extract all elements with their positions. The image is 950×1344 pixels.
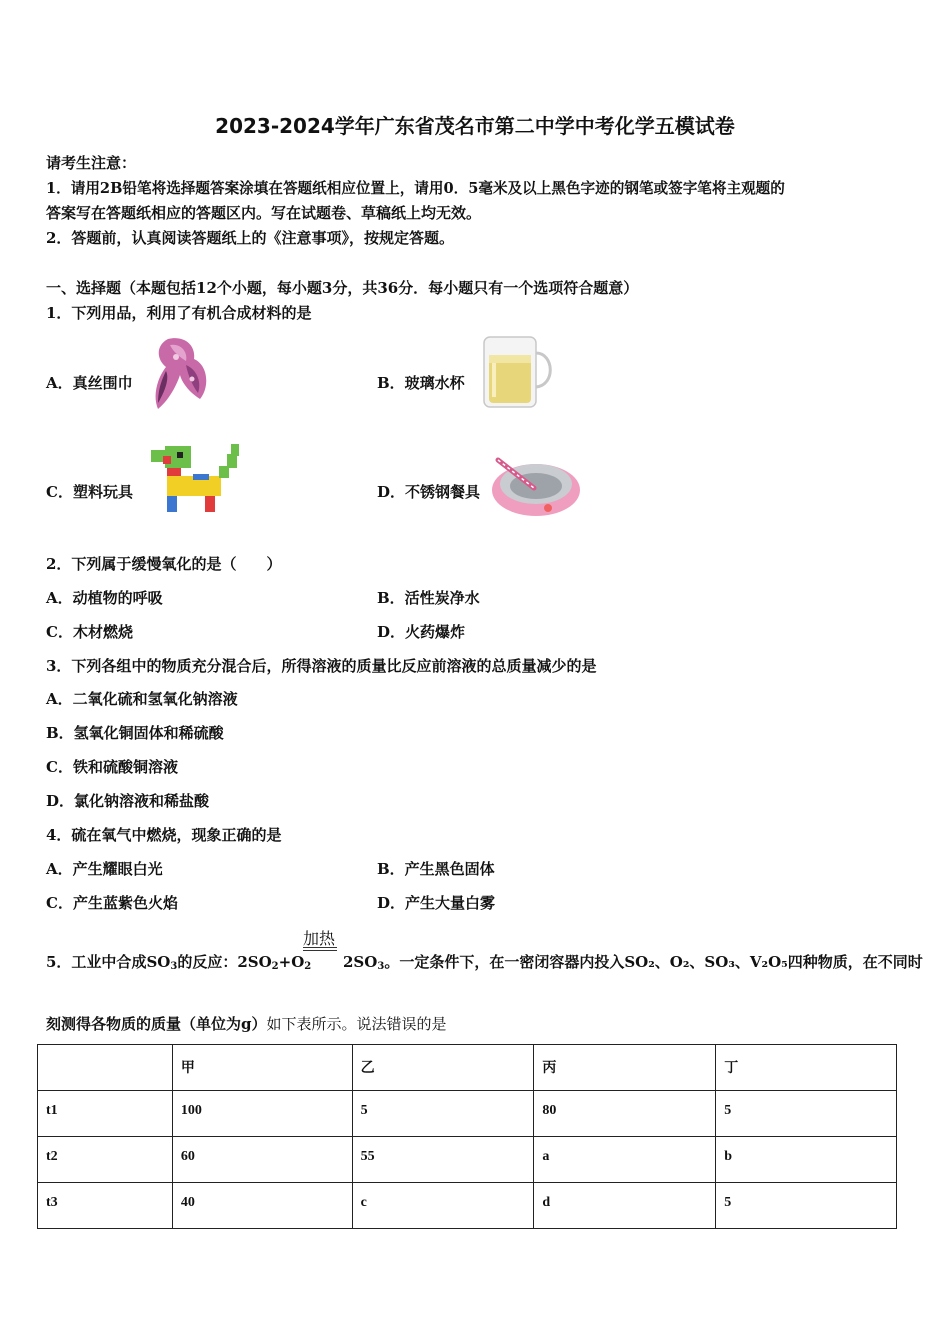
table-cell: b xyxy=(716,1137,897,1183)
table-cell: 丙 xyxy=(534,1045,716,1091)
glass-cup-image xyxy=(480,333,556,413)
table-cell: 5 xyxy=(716,1183,897,1229)
q4-option-d: D．产生大量白雾 xyxy=(377,894,496,912)
q5-prefix: 5．工业中合成SO xyxy=(46,953,171,971)
q3-option-a: A．二氧化硫和氢氧化钠溶液 xyxy=(46,690,238,708)
notice-line-2: 答案写在答题纸相应的答题区内。写在试题卷、草稿纸上均无效。 xyxy=(46,204,482,222)
q3-option-b: B．氢氧化铜固体和稀硫酸 xyxy=(46,724,224,742)
section-heading: 一、选择题（本题包括12个小题，每小题3分，共36分．每小题只有一个选项符合题意） xyxy=(46,279,639,297)
page-title: 2023-2024学年广东省茂名市第二中学中考化学五模试卷 xyxy=(215,114,735,138)
notice-line-3: 2．答题前，认真阅读答题纸上的《注意事项》，按规定答题。 xyxy=(46,229,454,247)
table-cell: 丁 xyxy=(716,1045,897,1091)
data-table xyxy=(37,1044,897,1229)
table-cell: 100 xyxy=(172,1091,352,1137)
q4-stem: 4．硫在氧气中燃烧，现象正确的是 xyxy=(46,826,282,844)
arrow-line-top xyxy=(303,947,337,948)
table-cell: a xyxy=(534,1137,716,1183)
q1-stem: 1．下列用品，利用了有机合成材料的是 xyxy=(46,304,312,322)
q2-stem: 2．下列属于缓慢氧化的是（ ） xyxy=(46,555,282,573)
reaction-condition: 加热 xyxy=(303,929,336,948)
table-cell: 55 xyxy=(352,1137,534,1183)
q5-stem-line-1-rest xyxy=(343,951,923,972)
q4-option-a: A．产生耀眼白光 xyxy=(46,860,163,878)
q5-sub-3: 3 xyxy=(170,961,178,972)
q4-option-b: B．产生黑色固体 xyxy=(377,860,495,878)
table-cell: t3 xyxy=(38,1183,173,1229)
table-cell: 5 xyxy=(352,1091,534,1137)
table-row xyxy=(38,1137,897,1183)
table-cell: 乙 xyxy=(352,1045,534,1091)
table-header-row xyxy=(38,1045,897,1091)
q2-option-c: C．木材燃烧 xyxy=(46,623,133,641)
table-cell: 60 xyxy=(172,1137,352,1183)
q1-option-b: B．玻璃水杯 xyxy=(377,374,465,392)
notice-heading: 请考生注意： xyxy=(46,154,137,172)
q1-option-a: A．真丝围巾 xyxy=(46,374,133,392)
table-cell: c xyxy=(352,1183,534,1229)
q5-suffix: 。一定条件下，在一密闭容器内投入SO₂、O₂、SO₃、V₂O₅四种物质，在不同时 xyxy=(384,953,923,971)
q3-stem: 3．下列各组中的物质充分混合后，所得溶液的质量比反应前溶液的总质量减少的是 xyxy=(46,657,597,675)
plastic-toy-image xyxy=(143,440,243,518)
q3-option-d: D．氯化钠溶液和稀盐酸 xyxy=(46,792,210,810)
q5-line2a: 刻测得各物质的质量（单位为g） xyxy=(46,1015,267,1033)
q5-sub-3b: 3 xyxy=(377,961,385,972)
table-cell: t2 xyxy=(38,1137,173,1183)
table-row xyxy=(38,1183,897,1229)
table-cell: 80 xyxy=(534,1091,716,1137)
steel-bowl-image xyxy=(490,454,582,520)
q5-sub-2: 2 xyxy=(271,961,279,972)
table-cell xyxy=(38,1045,173,1091)
silk-scarf-image xyxy=(150,335,212,413)
table-cell: d xyxy=(534,1183,716,1229)
q5-mid1: 的反应：2SO xyxy=(177,953,272,971)
q3-option-c: C．铁和硫酸铜溶液 xyxy=(46,758,178,776)
table-row xyxy=(38,1091,897,1137)
q5-stem-line-2 xyxy=(46,1013,447,1034)
table-cell: 5 xyxy=(716,1091,897,1137)
notice-line-1: 1．请用2B铅笔将选择题答案涂填在答题纸相应位置上，请用0．5毫米及以上黑色字迹的钢笔或签字笔将主观题的 xyxy=(46,180,785,197)
table-cell: t1 xyxy=(38,1091,173,1137)
q4-option-c: C．产生蓝紫色火焰 xyxy=(46,894,178,912)
q5-mid2: +O xyxy=(278,953,305,971)
q5-product: 2SO xyxy=(343,953,378,971)
q5-line2b: 如下表所示。说法错误的是 xyxy=(266,1015,447,1033)
q2-option-b: B．活性炭净水 xyxy=(377,589,480,607)
q5-stem-line-1 xyxy=(46,951,311,972)
q1-option-d: D．不锈钢餐具 xyxy=(377,483,481,501)
table-cell: 甲 xyxy=(172,1045,352,1091)
table-cell: 40 xyxy=(172,1183,352,1229)
q2-option-a: A．动植物的呼吸 xyxy=(46,589,163,607)
q2-option-d: D．火药爆炸 xyxy=(377,623,466,641)
q1-option-c: C．塑料玩具 xyxy=(46,483,133,501)
q5-sub-2b: 2 xyxy=(304,961,312,972)
